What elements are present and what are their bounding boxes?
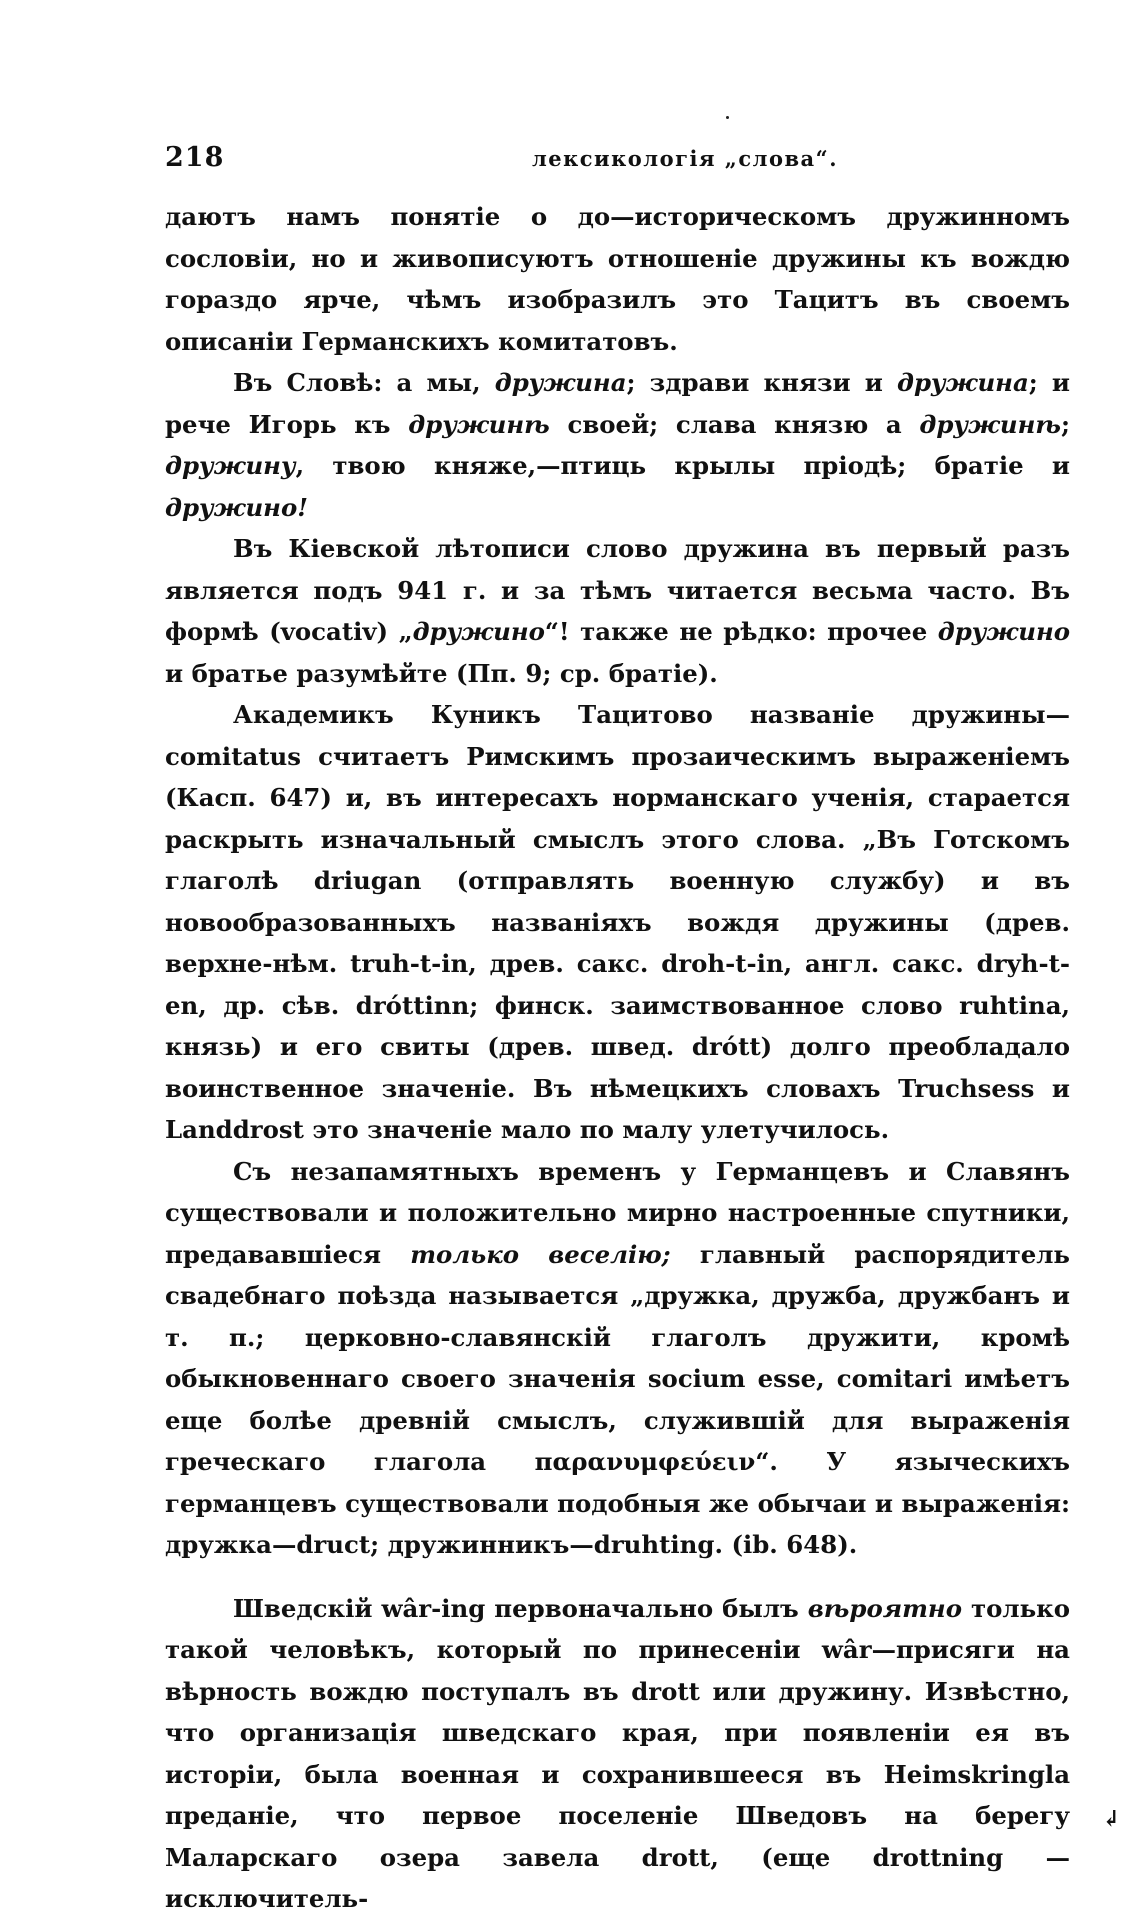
text-run: Въ Словѣ: а мы, [233, 368, 495, 397]
corner-mark: ↲ [1102, 1806, 1121, 1832]
text-run: своей; слава князю а [549, 409, 920, 439]
text-run: Съ незапамятныхъ временъ у Германцевъ и Славянъ существовали и положительно мирно настроенные спутники, предававшіеся [165, 1156, 1070, 1269]
running-title: лексикологія „слова“. [531, 146, 839, 171]
body-text [165, 196, 1070, 1920]
paragraph [165, 1588, 1070, 1920]
paragraph [165, 1151, 1070, 1566]
paragraph [165, 362, 1070, 528]
paragraph [165, 528, 1070, 694]
italic-text: дружино [412, 617, 545, 646]
italic-text: дружина [494, 368, 627, 397]
italic-text: дружинѣ [408, 409, 550, 439]
text-run: “! также не рѣдко: прочее [544, 617, 938, 646]
italic-text: дружино [937, 617, 1070, 646]
text-run: , твою княже,—птиць крылы пріодѣ; братіе и [295, 451, 1070, 480]
italic-text: дружино! [165, 492, 308, 522]
text-run: Академикъ Куникъ Тацитово названіе дружины—comitatus считаетъ Римскимъ прозаическимъ выраженіемъ (Касп. 647) и, въ интересахъ норманскаго ученія, старается раскрыть изначальный смыслъ этого слова. „Въ Готскомъ глаголѣ driugan (отправлять военную службу) и въ новообразованныхъ названіяхъ вождя дружины (древ. верхне-нѣм. truh-t-in, древ. сакс. droh-t-in, англ. сакс. dryh-t-en, др. сѣв. dróttinn; финск. заимствованное слово ruhtina, князь) и его свиты (древ. швед. drótt) долго преобладало воинственное значеніе. Въ нѣмецкихъ словахъ Truchsess и Landdrost это значеніе мало по малу улетучилось. [165, 700, 1070, 1144]
text-run: ; здрави князи и [626, 368, 897, 397]
text-run: главный распорядитель свадебнаго поѣзда называется „дружка, дружба, дружбанъ и т. п.; церковно-славянскій глаголъ дружити, кромѣ обыкновеннаго своего значенія socium esse, comitari имѣетъ еще болѣе древній смыслъ, служившій для выраженія греческаго глагола παρανυμφεύειν“. У языческихъ германцевъ существовали подобныя же обычаи и выраженія: дружка—druct; дружинникъ—druhting. (ib. 648). [165, 1239, 1070, 1559]
ink-speck [726, 116, 729, 119]
text-run: ; и рече Игорь къ [165, 368, 1071, 439]
text-run: даютъ намъ понятіе о до—историческомъ дружинномъ сословіи, но и живописуютъ отношеніе дружины къ вождю гораздо ярче, чѣмъ изобразилъ это Тацитъ въ своемъ описаніи Германскихъ комитатовъ. [165, 202, 1070, 356]
italic-text: только веселію; [410, 1239, 671, 1269]
paragraph [165, 694, 1070, 1151]
text-run: Шведскій wâr-ing первоначально былъ [233, 1593, 808, 1623]
paragraph [165, 196, 1070, 362]
italic-text: дружинѣ [919, 409, 1061, 439]
italic-text: дружину [165, 451, 296, 480]
text-run: ; [1060, 409, 1070, 439]
italic-text: дружина [897, 368, 1029, 397]
text-run: только такой человѣкъ, который по принесеніи wâr—присяги на вѣрность вождю поступалъ въ drott или дружину. Извѣстно, что организація шведскаго края, при появленіи ея въ исторіи, была военная и сохранившееся въ Heimskringla преданіе, что первое поселеніе Шведовъ на берегу Маларскаго озера завела drott, (еще drottning — исключитель- [165, 1593, 1071, 1913]
italic-text: вѣроятно [807, 1593, 962, 1623]
page-number: 218 [165, 142, 225, 173]
page-header [165, 142, 1070, 178]
text-run: и братье разумѣйте (Пп. 9; ср. братіе). [165, 658, 718, 688]
text-run: Въ Кіевской лѣтописи слово дружина въ первый разъ является подъ 941 г. и за тѣмъ читается весьма часто. Въ формѣ (vocativ) „ [165, 534, 1070, 646]
